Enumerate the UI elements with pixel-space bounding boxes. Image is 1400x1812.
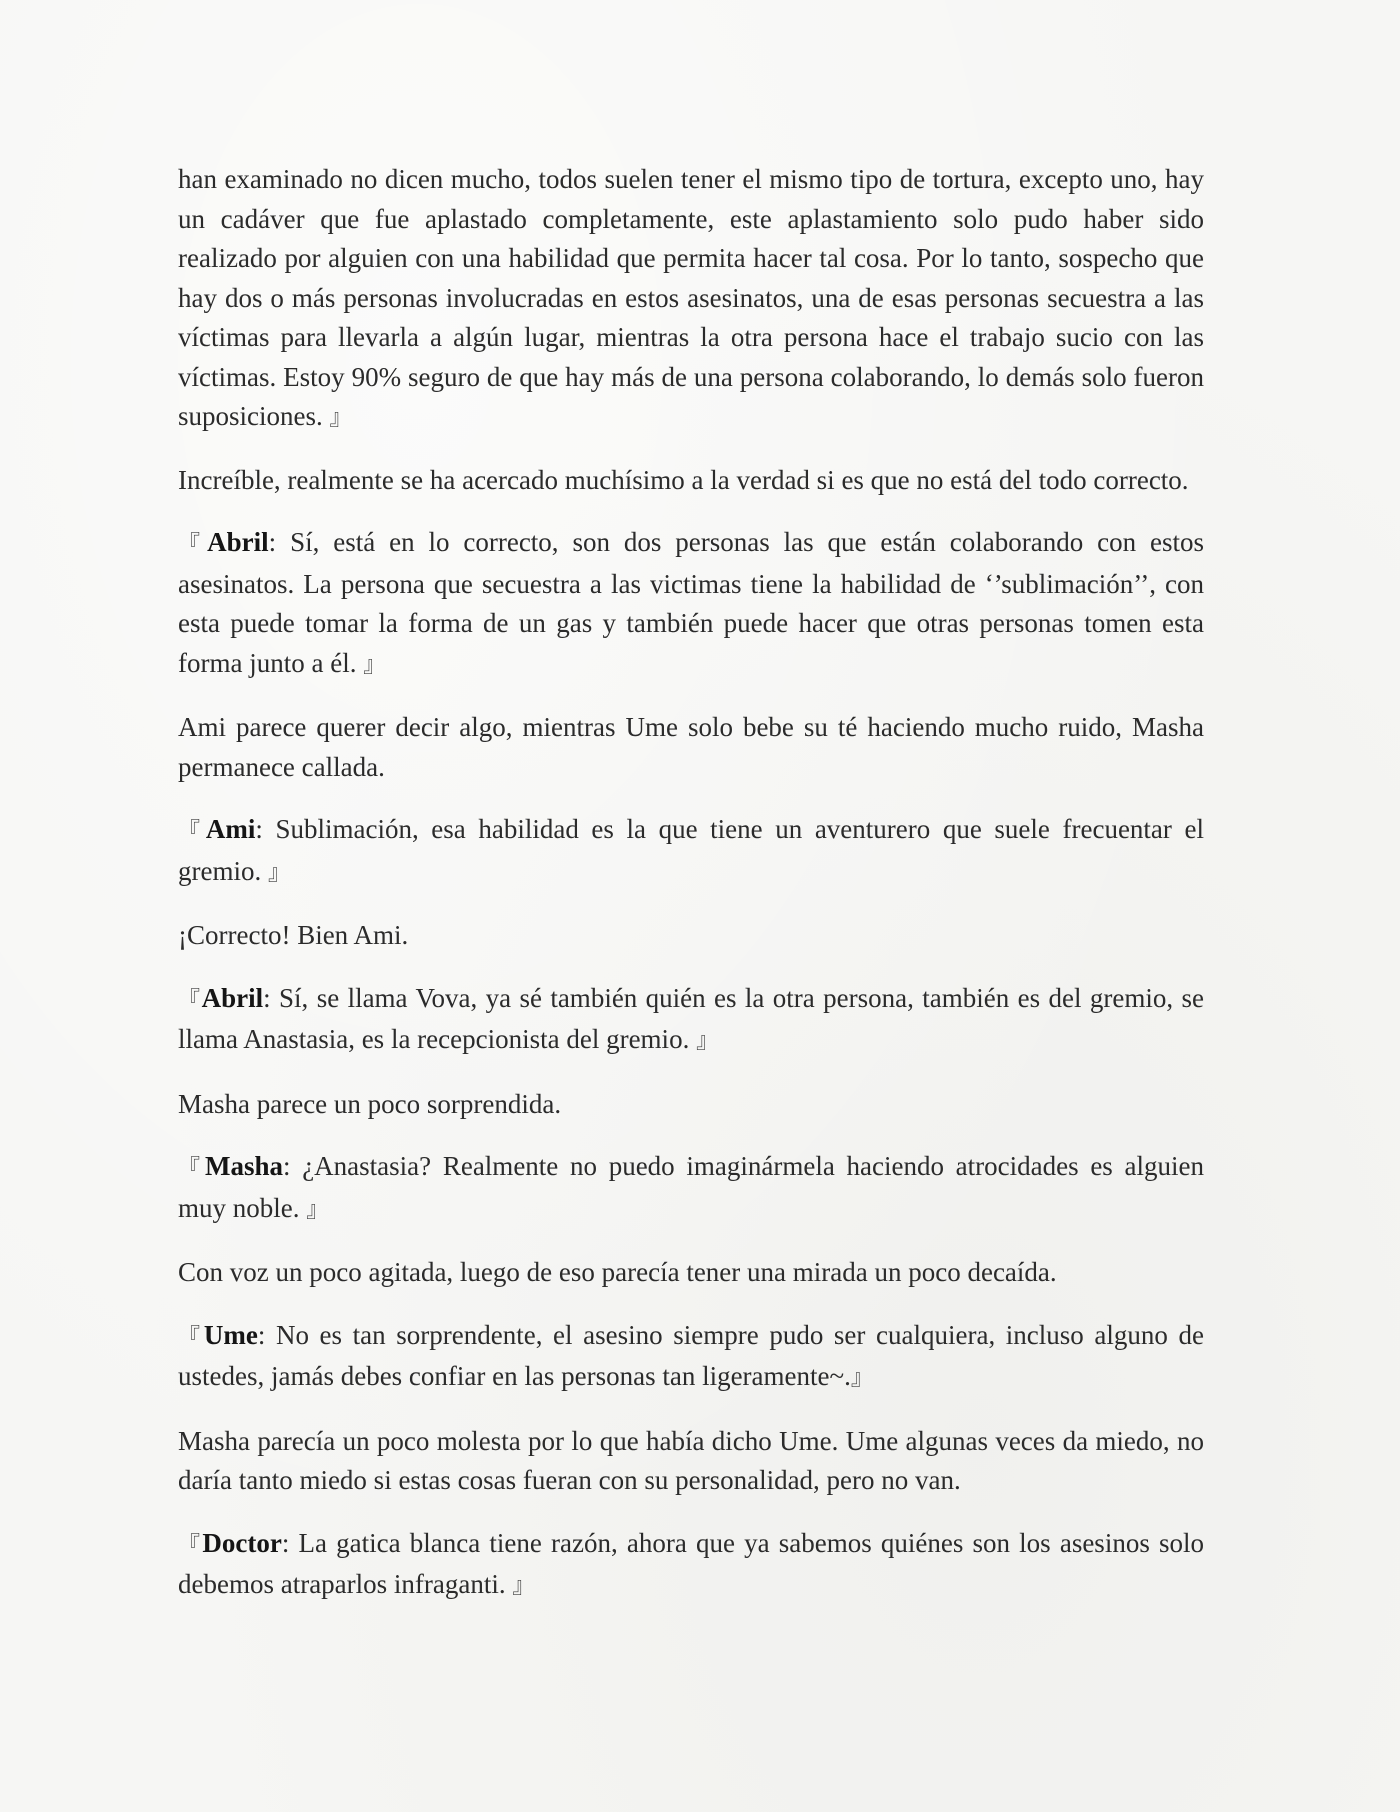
speaker-name: Ume (203, 1319, 258, 1350)
opening-quote-bracket: 『 (178, 987, 202, 1013)
paragraph-text: Ami parece querer decir algo, mientras Ume solo bebe su té haciendo mucho ruido, Masha permanece callada. (178, 712, 1204, 782)
paragraph-text: Masha parecía un poco molesta por lo que había dicho Ume. Ume algunas veces da miedo, no daría tanto miedo si estas cosas fueran con su personalidad, pero no van. (178, 1425, 1204, 1495)
narration-paragraph (178, 160, 1204, 439)
speaker-name: Masha (204, 1151, 283, 1181)
narration-paragraph (178, 1085, 1204, 1125)
dialogue-text: : ¿Anastasia? Realmente no puedo imaginármela haciendo atrocidades es alguien muy noble. (178, 1151, 1204, 1223)
speaker-name: Doctor (202, 1527, 282, 1558)
narration-paragraph (178, 1422, 1204, 1501)
story-text (178, 160, 1204, 1630)
closing-quote-bracket: 』 (512, 1574, 535, 1599)
dialogue-text: : Sublimación, esa habilidad es la que tiene un aventurero que suele frecuentar el gremio. (178, 814, 1204, 886)
dialogue-text: : No es tan sorprendente, el asesino siempre pudo ser cualquiera, incluso alguno de ustedes, jamás debes confiar en las personas tan ligeramente~. (178, 1319, 1204, 1391)
closing-quote-bracket: 』 (850, 1366, 873, 1391)
dialogue-text: : Sí, está en lo correcto, son dos personas las que están colaborando con estos asesinatos. La persona que secuestra a las victimas tiene la habilidad de ‘’sublimación’’, con esta puede tomar la forma de un gas y también puede hacer que otras personas tomen esta forma junto a él. (178, 527, 1204, 678)
dialogue-paragraph (178, 1316, 1204, 1399)
dialogue-paragraph (178, 523, 1204, 685)
dialogue-paragraph (178, 810, 1204, 893)
paragraph-text: han examinado no dicen mucho, todos suelen tener el mismo tipo de tortura, excepto uno, hay un cadáver que fue aplastado completamente, este aplastamiento solo pudo haber sido realizado por alguien con una habilidad que permita hacer tal cosa. Por lo tanto, sospecho que hay dos o más personas involucradas en estos asesinatos, una de esas personas secuestra a las víctimas para llevarla a algún lugar, mientras la otra persona hace el trabajo sucio con las víctimas. Estoy 90% seguro de que hay más de una persona colaborando, lo demás solo fueron suposiciones. (178, 164, 1204, 431)
narration-paragraph (178, 461, 1204, 501)
closing-quote-bracket: 』 (267, 860, 290, 886)
paragraph-text: Masha parece un poco sorprendida. (178, 1088, 562, 1119)
closing-quote-bracket: 』 (363, 652, 386, 678)
opening-quote-bracket: 『 (178, 1532, 203, 1558)
dialogue-text: : La gatica blanca tiene razón, ahora que ya sabemos quiénes son los asesinos solo debemos atraparlos infraganti. (178, 1527, 1204, 1599)
speaker-name: Abril (201, 982, 264, 1013)
narration-paragraph (178, 916, 1204, 956)
narration-paragraph (178, 1253, 1204, 1293)
dialogue-paragraph (178, 979, 1204, 1062)
opening-quote-bracket: 『 (178, 1156, 205, 1181)
dialogue-paragraph (178, 1524, 1204, 1607)
speaker-name: Abril (207, 527, 269, 557)
closing-quote-bracket: 』 (329, 406, 352, 431)
opening-quote-bracket: 『 (178, 1324, 204, 1350)
opening-quote-bracket: 『 (178, 532, 208, 557)
paragraph-text: Increíble, realmente se ha acercado muchísimo a la verdad si es que no está del todo correcto. (178, 464, 1189, 495)
paragraph-text: Con voz un poco agitada, luego de eso parecía tener una mirada un poco decaída. (178, 1257, 1057, 1287)
narration-paragraph (178, 708, 1204, 787)
dialogue-text: : Sí, se llama Vova, ya sé también quién es la otra persona, también es del gremio, se llama Anastasia, es la recepcionista del gremio. (178, 982, 1204, 1054)
dialogue-paragraph (178, 1147, 1204, 1230)
opening-quote-bracket: 『 (178, 819, 206, 844)
speaker-name: Ami (205, 814, 256, 844)
closing-quote-bracket: 』 (696, 1029, 719, 1054)
closing-quote-bracket: 』 (306, 1197, 329, 1223)
paragraph-text: ¡Correcto! Bien Ami. (178, 920, 409, 950)
